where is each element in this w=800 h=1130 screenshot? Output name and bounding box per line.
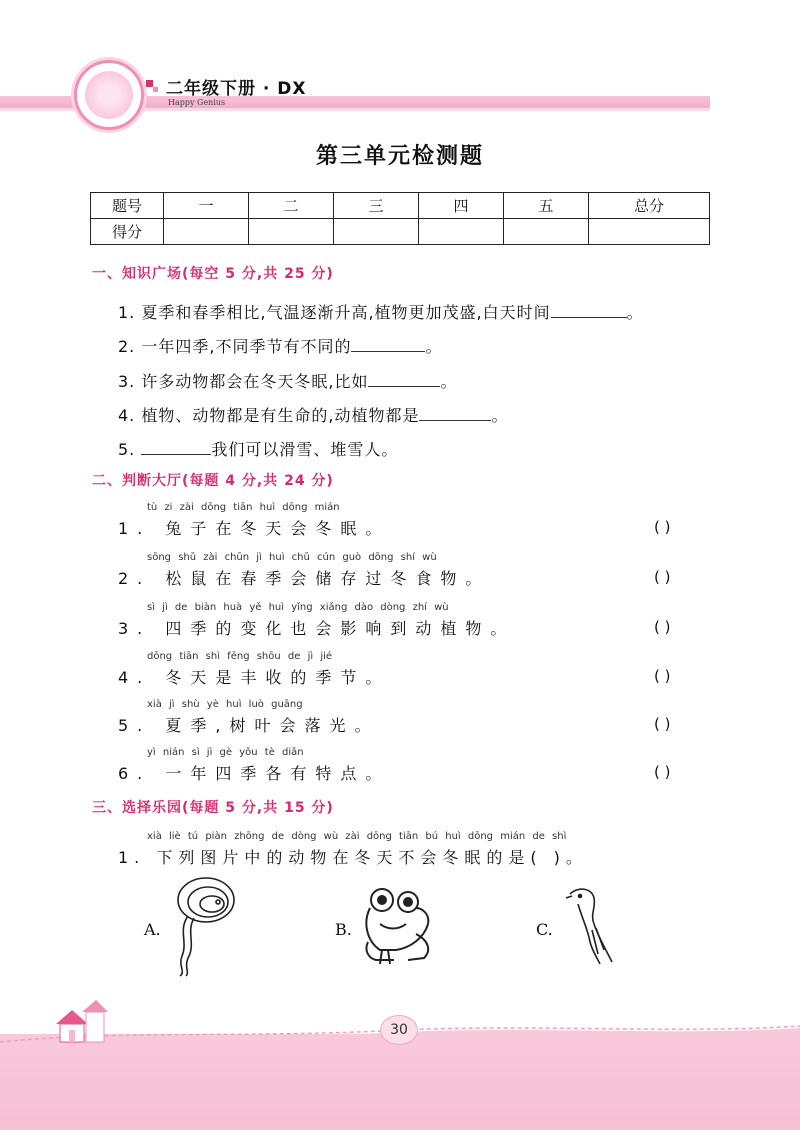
score-cell[interactable] bbox=[249, 219, 334, 245]
score-cell[interactable] bbox=[589, 219, 710, 245]
answer-blank[interactable] bbox=[351, 335, 425, 352]
footer-band bbox=[0, 1034, 800, 1130]
score-table-header-row bbox=[91, 193, 710, 219]
choice-question: 1. 下列图片中的动物在冬天不会冬眠的是( )。 bbox=[118, 848, 588, 867]
answer-blank[interactable] bbox=[368, 370, 440, 387]
page-number: 30 bbox=[380, 1015, 418, 1045]
pinyin: sōng shǔ zài chūn jì huì chǔ cún guò dōng shí wù bbox=[147, 552, 437, 563]
answer-paren[interactable]: ( ) bbox=[654, 763, 671, 781]
table-cell: 得分 bbox=[91, 219, 164, 245]
score-cell[interactable] bbox=[419, 219, 504, 245]
judgment-item: 6. 一年四季各有特点。 bbox=[118, 764, 391, 783]
pinyin: dōng tiān shì fēng shōu de jì jié bbox=[147, 651, 333, 662]
book-title: 二年级下册 · DX bbox=[166, 79, 307, 99]
option-label-c[interactable]: C. bbox=[536, 920, 553, 939]
score-table bbox=[90, 192, 710, 245]
judgment-item: 4. 冬天是丰收的季节。 bbox=[118, 668, 391, 687]
snake-image[interactable] bbox=[168, 872, 244, 978]
pinyin: yì nián sì jì gè yǒu tè diǎn bbox=[147, 747, 304, 758]
answer-blank[interactable] bbox=[419, 404, 491, 421]
pinyin: xià liè tú piàn zhōng de dòng wù zài dōng tiān bú huì dōng mián de shì bbox=[147, 831, 567, 842]
answer-paren[interactable]: ( ) bbox=[654, 667, 671, 685]
bullet-square-icon bbox=[146, 80, 153, 87]
question-item: 1. 夏季和春季相比,气温逐渐升高,植物更加茂盛,白天时间 。 bbox=[118, 303, 644, 322]
question-item: 3. 许多动物都会在冬天冬眠,比如 。 bbox=[118, 372, 458, 391]
table-cell: 四 bbox=[419, 193, 504, 219]
bird-image[interactable] bbox=[564, 884, 620, 970]
section-heading-2: 二、判断大厅(每题 4 分,共 24 分) bbox=[92, 473, 334, 489]
table-cell: 题号 bbox=[91, 193, 164, 219]
judgment-item: 2. 松鼠在春季会储存过冬食物。 bbox=[118, 569, 491, 588]
score-cell[interactable] bbox=[504, 219, 589, 245]
answer-paren[interactable]: ( ) bbox=[654, 618, 671, 636]
house-icon bbox=[52, 998, 112, 1044]
question-item: 2. 一年四季,不同季节有不同的 。 bbox=[118, 337, 443, 356]
brand-logo bbox=[74, 60, 144, 130]
option-label-b[interactable]: B. bbox=[335, 920, 352, 939]
frog-image[interactable] bbox=[358, 884, 438, 968]
section-heading-3: 三、选择乐园(每题 5 分,共 15 分) bbox=[92, 800, 334, 816]
answer-paren[interactable]: ( ) bbox=[654, 568, 671, 586]
table-cell: 三 bbox=[334, 193, 419, 219]
brand-name: Happy Genius bbox=[168, 98, 226, 107]
answer-paren[interactable]: ( ) bbox=[654, 715, 671, 733]
score-cell[interactable] bbox=[164, 219, 249, 245]
bullet-square-icon bbox=[153, 87, 158, 92]
pinyin: sì jì de biàn huà yě huì yǐng xiǎng dào dòng zhí wù bbox=[147, 602, 449, 613]
table-cell: 一 bbox=[164, 193, 249, 219]
judgment-item: 5. 夏季,树叶会落光。 bbox=[118, 716, 380, 735]
answer-blank[interactable] bbox=[551, 301, 627, 318]
section-heading-1: 一、知识广场(每空 5 分,共 25 分) bbox=[92, 266, 334, 282]
option-label-a[interactable]: A. bbox=[144, 920, 161, 939]
question-item: 4. 植物、动物都是有生命的,动植物都是 。 bbox=[118, 406, 509, 425]
question-item: 5. 我们可以滑雪、堆雪人。 bbox=[118, 440, 399, 459]
score-cell[interactable] bbox=[334, 219, 419, 245]
answer-paren[interactable]: ( ) bbox=[654, 518, 671, 536]
answer-blank[interactable] bbox=[141, 438, 211, 455]
pinyin: tù zi zài dōng tiān huì dōng mián bbox=[147, 502, 340, 513]
table-cell: 五 bbox=[504, 193, 589, 219]
table-cell: 总分 bbox=[589, 193, 710, 219]
score-table-score-row bbox=[91, 219, 710, 245]
judgment-item: 1. 兔子在冬天会冬眠。 bbox=[118, 519, 391, 538]
table-cell: 二 bbox=[249, 193, 334, 219]
page-title: 第三单元检测题 bbox=[315, 143, 484, 169]
pinyin: xià jì shù yè huì luò guāng bbox=[147, 699, 303, 710]
judgment-item: 3. 四季的变化也会影响到动植物。 bbox=[118, 619, 516, 638]
